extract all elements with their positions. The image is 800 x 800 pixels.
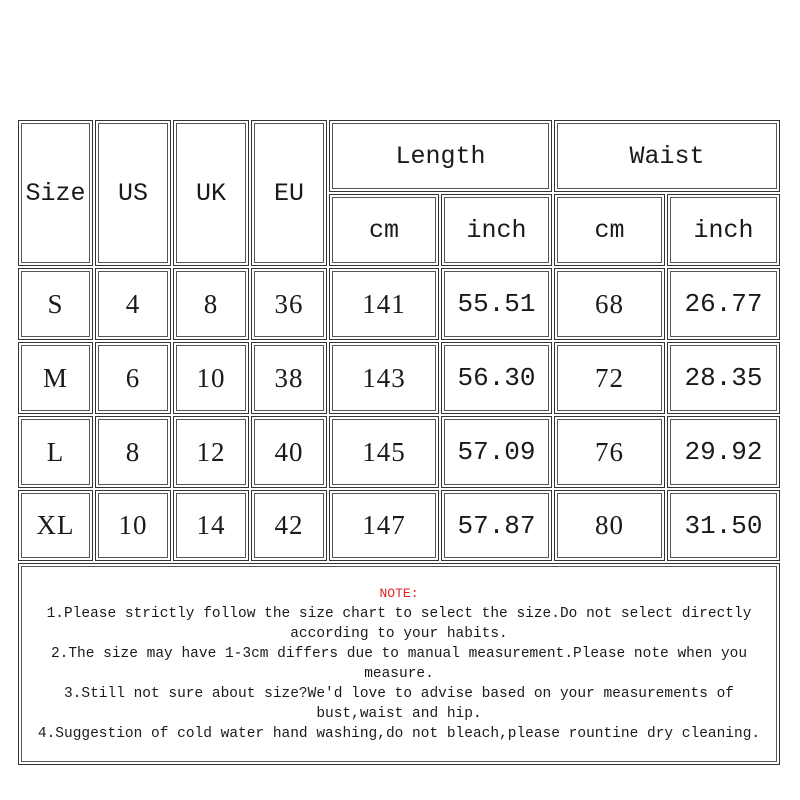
table-cell-uk xyxy=(173,490,249,561)
table-cell-uk xyxy=(173,342,249,414)
table-cell-eu xyxy=(251,268,327,340)
cell-text: 76 xyxy=(595,436,624,467)
header-length xyxy=(329,120,552,192)
note-line: 3.Still not sure about size?We'd love to advise based on your measurements of xyxy=(63,686,734,702)
table-cell-size xyxy=(18,268,93,340)
note-line: 2.The size may have 1-3cm differs due to manual measurement.Please note when you xyxy=(50,646,748,662)
note-box xyxy=(18,563,780,765)
header-length-inch-label: inch xyxy=(466,215,527,245)
cell-text: 12 xyxy=(196,436,226,467)
table-cell-waist-cm xyxy=(554,416,665,488)
table-cell-waist-cm xyxy=(554,490,665,561)
note-line: measure. xyxy=(364,666,434,682)
cell-text: 10 xyxy=(196,362,226,393)
cell-text: 147 xyxy=(362,510,406,540)
cell-text: 55.51 xyxy=(457,289,536,319)
table-cell-uk xyxy=(173,268,249,340)
header-length-cm-label: cm xyxy=(368,215,399,245)
table-cell-eu xyxy=(251,342,327,414)
cell-text: 6 xyxy=(125,362,141,393)
header-us-label: US xyxy=(117,178,148,208)
header-waist-inch-label: inch xyxy=(693,215,754,245)
cell-text: S xyxy=(47,288,64,319)
note-line: bust,waist and hip. xyxy=(316,706,482,722)
cell-text: 36 xyxy=(274,288,304,319)
table-cell-waist-cm xyxy=(554,268,665,340)
cell-text: 80 xyxy=(595,510,624,540)
table-cell-size xyxy=(18,416,93,488)
cell-text: 72 xyxy=(595,362,624,393)
header-length-cm xyxy=(329,194,439,266)
cell-text: 141 xyxy=(362,288,406,319)
cell-text: 26.77 xyxy=(684,289,763,319)
cell-text: L xyxy=(46,436,65,467)
table-cell-waist-inch xyxy=(667,490,780,561)
cell-text: 28.35 xyxy=(684,363,763,393)
table-cell-waist-inch xyxy=(667,268,780,340)
cell-text: 14 xyxy=(196,510,226,540)
cell-text: 8 xyxy=(125,436,141,467)
cell-text: 57.09 xyxy=(457,437,536,467)
table-cell-waist-inch xyxy=(667,416,780,488)
table-cell-length-cm xyxy=(329,416,439,488)
table-cell-size xyxy=(18,490,93,561)
header-size-label: Size xyxy=(25,178,86,208)
table-cell-waist-cm xyxy=(554,342,665,414)
header-us xyxy=(95,120,171,266)
cell-text: 8 xyxy=(203,288,219,319)
cell-text: 29.92 xyxy=(684,437,763,467)
cell-text: 42 xyxy=(274,510,304,540)
header-length-label: Length xyxy=(395,141,486,171)
table-cell-size xyxy=(18,342,93,414)
cell-text: 68 xyxy=(595,288,624,319)
header-length-inch xyxy=(441,194,552,266)
header-waist-cm-label: cm xyxy=(594,215,625,245)
table-cell-us xyxy=(95,416,171,488)
cell-text: 143 xyxy=(362,362,406,393)
header-uk-label: UK xyxy=(195,178,226,208)
cell-text: 31.50 xyxy=(684,510,763,541)
cell-text: XL xyxy=(36,510,75,540)
header-size xyxy=(18,120,93,266)
table-cell-us xyxy=(95,490,171,561)
note-line: 4.Suggestion of cold water hand washing,do not bleach,please rountine dry cleaning. xyxy=(37,726,761,742)
table-cell-length-inch xyxy=(441,490,552,561)
cell-text: 145 xyxy=(362,436,406,467)
note-title: NOTE: xyxy=(379,586,419,601)
cell-text: 10 xyxy=(118,510,148,540)
table-cell-uk xyxy=(173,416,249,488)
header-uk xyxy=(173,120,249,266)
table-cell-length-inch xyxy=(441,416,552,488)
note-line: 1.Please strictly follow the size chart to select the size.Do not select directly xyxy=(46,606,752,622)
table-cell-length-cm xyxy=(329,490,439,561)
table-cell-length-inch xyxy=(441,342,552,414)
cell-text: M xyxy=(42,362,68,393)
header-waist xyxy=(554,120,780,192)
table-cell-length-cm xyxy=(329,268,439,340)
header-waist-inch xyxy=(667,194,780,266)
table-cell-eu xyxy=(251,416,327,488)
header-waist-label: Waist xyxy=(629,141,705,171)
table-cell-length-cm xyxy=(329,342,439,414)
header-eu-label: EU xyxy=(273,178,304,208)
table-cell-length-inch xyxy=(441,268,552,340)
table-cell-us xyxy=(95,268,171,340)
table-cell-waist-inch xyxy=(667,342,780,414)
table-cell-eu xyxy=(251,490,327,561)
cell-text: 38 xyxy=(274,362,304,393)
header-waist-cm xyxy=(554,194,665,266)
cell-text: 56.30 xyxy=(457,363,536,393)
cell-text: 40 xyxy=(274,436,304,467)
cell-text: 4 xyxy=(125,288,141,319)
table-cell-us xyxy=(95,342,171,414)
note-line: according to your habits. xyxy=(290,626,508,642)
header-eu xyxy=(251,120,327,266)
cell-text: 57.87 xyxy=(457,510,536,541)
